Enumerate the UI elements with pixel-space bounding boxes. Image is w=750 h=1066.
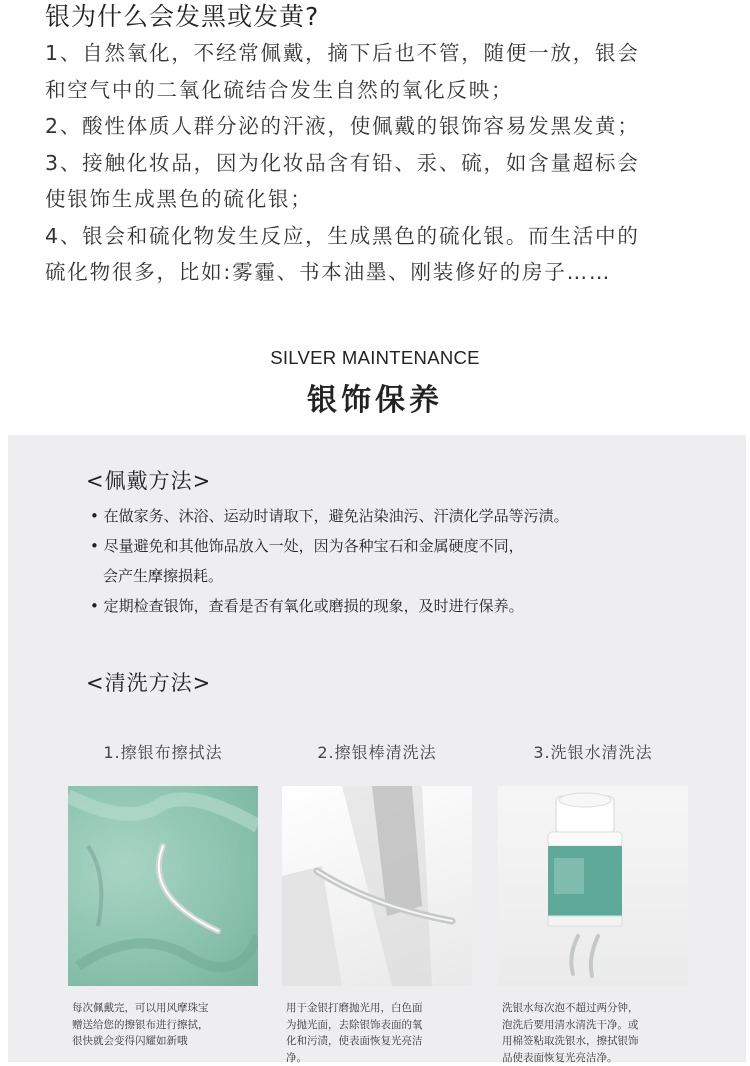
clean-card-title: 1.擦银布擦拭法 [103, 743, 223, 762]
intro-title: 银为什么会发黑或发黄? [45, 2, 320, 31]
clean-card [282, 740, 472, 1066]
wear-tip-line: 会产生摩擦损耗。 [103, 567, 224, 585]
silver-tube-image [68, 786, 258, 986]
clean-card [68, 740, 258, 1050]
wear-tip: • 在做家务、沐浴、运动时请取下，避免沾染油污、汗渍化学品等污渍。 [90, 507, 569, 525]
intro-line: 1、自然氧化，不经常佩戴，摘下后也不管，随便一放，银会 [45, 41, 640, 65]
section-heading [0, 347, 750, 419]
wear-method-list [90, 501, 730, 621]
maintenance-panel [8, 435, 746, 1062]
heading-english: SILVER MAINTENANCE [270, 347, 480, 368]
intro-section [45, 0, 725, 291]
intro-line: 和空气中的二氧化硫结合发生自然的氧化反映； [45, 77, 514, 102]
wear-tip: • 定期检查银饰，查看是否有氧化或磨损的现象，及时进行保养。 [90, 597, 524, 615]
heading-chinese: 银饰保养 [307, 383, 443, 418]
polishing-stick-photo [282, 786, 472, 986]
clean-card-description: 每次佩戴完，可以用风摩珠宝 赠送给您的擦银布进行擦拭， 很快就会变得闪耀如新哦 [72, 1002, 209, 1047]
clean-card-title: 2.擦银棒清洗法 [317, 743, 437, 762]
clean-card [498, 740, 688, 1066]
clean-card-title: 3.洗银水清洗法 [533, 743, 653, 762]
intro-line: 使银饰生成黑色的硫化银； [45, 187, 313, 211]
clean-method-title: <清洗方法> [86, 671, 212, 695]
intro-line: 3、接触化妆品，因为化妆品含有铅、汞、硫，如含量超标会 [45, 150, 640, 175]
clean-card-description: 用于金银打磨抛光用，白色面 为抛光面，去除银饰表面的氧 化和污渍，使表面恢复光亮洁 净。 [286, 1002, 423, 1064]
cleaning-bottle-image [498, 786, 688, 986]
clean-card-description: 洗银水每次泡不超过两分钟， 泡洗后要用清水清洗干净。或 用棉签粘取洗银水，擦拭银饰 品使表面恢复光亮洁净。 [502, 1002, 639, 1064]
intro-line: 4、银会和硫化物发生反应，生成黑色的硫化银。而生活中的 [45, 223, 640, 248]
polishing-stick-image [282, 786, 472, 986]
intro-line: 硫化物很多，比如:雾霾、书本油墨、刚装修好的房子…… [45, 260, 612, 284]
wear-tip [90, 531, 730, 591]
cleaning-liquid-photo [498, 786, 688, 986]
intro-line: 2、酸性体质人群分泌的汗液，使佩戴的银饰容易发黑发黄； [45, 114, 640, 138]
silver-cloth-photo [68, 786, 258, 986]
wear-tip-line: • 尽量避免和其他饰品放入一处，因为各种宝石和金属硬度不同， [90, 537, 524, 555]
wear-method-title: <佩戴方法> [86, 469, 212, 493]
